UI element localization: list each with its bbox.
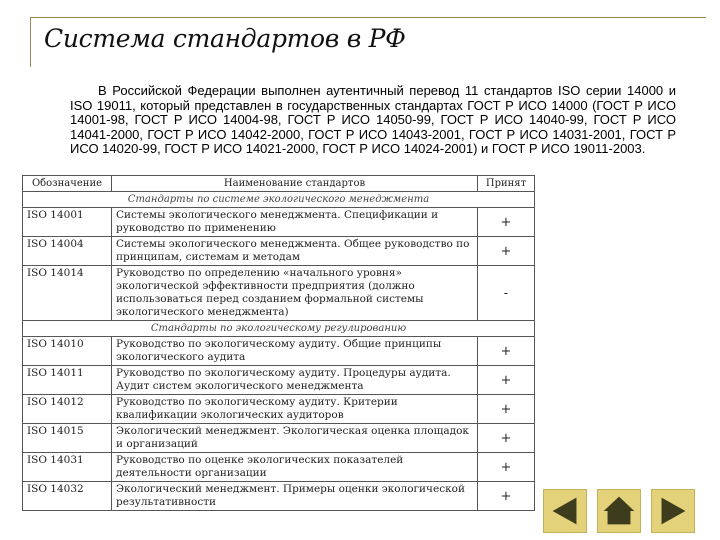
cell-name: Руководство по оценке экологических показателей деятельности организации — [112, 453, 478, 482]
cell-status: - — [478, 266, 535, 321]
table-row — [23, 395, 535, 424]
cell-code: ISO 14014 — [23, 266, 112, 321]
table-row — [23, 237, 535, 266]
cell-name: Руководство по экологическому аудиту. Критерии квалификации экологических аудиторов — [112, 395, 478, 424]
table-row — [23, 266, 535, 321]
cell-status: + — [478, 208, 535, 237]
cell-status: + — [478, 395, 535, 424]
cell-status: + — [478, 424, 535, 453]
header-status: Принят — [478, 176, 535, 192]
prev-slide-button[interactable] — [543, 489, 587, 533]
home-icon — [598, 490, 640, 532]
cell-code: ISO 14015 — [23, 424, 112, 453]
cell-status: + — [478, 337, 535, 366]
next-slide-button[interactable] — [651, 489, 695, 533]
table-row — [23, 453, 535, 482]
cell-status: + — [478, 366, 535, 395]
section-row — [23, 321, 535, 337]
section-label: Стандарты по экологическому регулированию — [23, 321, 535, 337]
cell-name: Руководство по определению «начального уровня» экологической эффективности предприятия (должно использоваться перед созданием формальной системы экологического менеджмента) — [112, 266, 478, 321]
home-button[interactable] — [597, 489, 641, 533]
intro-paragraph: В Российской Федерации выполнен аутентичный перевод 11 стандартов ISO серии 14000 и ISO 19011, который представлен в государственных стандартах ГОСТ Р ИСО 14000 (ГОСТ Р ИСО 14001-98, ГОСТ Р ИСО 14004-98, ГОСТ Р ИСО 14050-99, ГОСТ Р ИСО 14040-99, ГОСТ Р ИСО 14041-2000, ГОСТ Р ИСО 14042-2000, ГОСТ Р ИСО 14043-2001, ГОСТ Р ИСО 14031-2001, ГОСТ Р ИСО 14020-99, ГОСТ Р ИСО 14021-2000, ГОСТ Р ИСО 14024-2001) и ГОСТ Р ИСО 19011-2003. — [70, 83, 676, 156]
table-row — [23, 482, 535, 511]
cell-code: ISO 14012 — [23, 395, 112, 424]
cell-name: Системы экологического менеджмента. Спецификации и руководство по применению — [112, 208, 478, 237]
cell-code: ISO 14004 — [23, 237, 112, 266]
table-row — [23, 208, 535, 237]
cell-status: + — [478, 482, 535, 511]
slide-title: Система стандартов в РФ — [44, 24, 406, 53]
cell-code: ISO 14031 — [23, 453, 112, 482]
frame-top-line — [30, 17, 706, 18]
cell-name: Экологический менеджмент. Экологическая оценка площадок и организаций — [112, 424, 478, 453]
cell-name: Экологический менеджмент. Примеры оценки экологической результативности — [112, 482, 478, 511]
cell-name: Системы экологического менеджмента. Общее руководство по принципам, системам и методам — [112, 237, 478, 266]
section-row — [23, 192, 535, 208]
header-name: Наименование стандартов — [112, 176, 478, 192]
cell-code: ISO 14011 — [23, 366, 112, 395]
next-arrow-icon — [652, 490, 694, 532]
cell-code: ISO 14001 — [23, 208, 112, 237]
frame-left-line — [30, 17, 31, 67]
cell-name: Руководство по экологическому аудиту. Общие принципы экологического аудита — [112, 337, 478, 366]
standards-table — [22, 175, 535, 511]
cell-status: + — [478, 237, 535, 266]
table-row — [23, 424, 535, 453]
table-header-row — [23, 176, 535, 192]
cell-status: + — [478, 453, 535, 482]
cell-code: ISO 14032 — [23, 482, 112, 511]
header-code: Обозначение — [23, 176, 112, 192]
section-label: Стандарты по системе экологического менеджмента — [23, 192, 535, 208]
previous-arrow-icon — [544, 490, 586, 532]
cell-name: Руководство по экологическому аудиту. Процедуры аудита. Аудит систем экологического менеджмента — [112, 366, 478, 395]
cell-code: ISO 14010 — [23, 337, 112, 366]
table-row — [23, 366, 535, 395]
table-row — [23, 337, 535, 366]
